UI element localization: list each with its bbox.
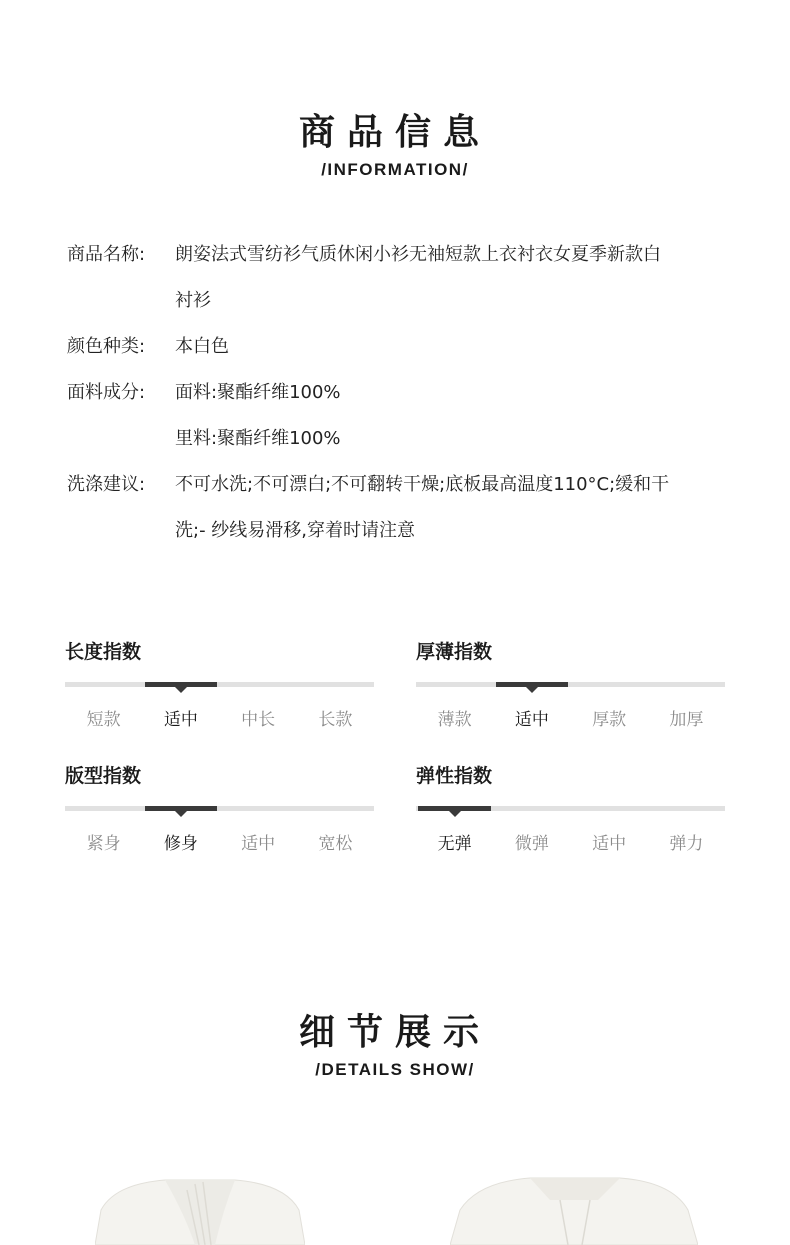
- index-options: [65, 705, 374, 730]
- info-value-line: 洗;- 纱线易滑移,穿着时请注意: [175, 520, 416, 541]
- index-option: 薄款: [437, 710, 472, 730]
- index-option: 加厚: [669, 710, 704, 730]
- index-options: [416, 705, 725, 730]
- index-options: [65, 829, 374, 854]
- index-indicator: [145, 682, 218, 687]
- index-indicator: [418, 806, 491, 811]
- index-option: 微弹: [514, 834, 549, 854]
- detail-photo-left: [95, 1170, 305, 1245]
- info-value-line: 衬衫: [175, 290, 211, 311]
- length-index: [65, 640, 374, 730]
- details-section-subtitle: /DETAILS SHOW/: [315, 1060, 475, 1079]
- index-bar: [416, 806, 725, 811]
- info-section-subtitle: /INFORMATION/: [321, 160, 469, 179]
- index-option: 修身: [163, 834, 198, 854]
- thickness-index: [416, 640, 725, 730]
- info-label: 颜色种类:: [67, 336, 146, 357]
- info-row: [67, 324, 747, 370]
- info-value-line: 里料:聚酯纤维100%: [175, 428, 341, 449]
- info-label: 商品名称:: [67, 244, 146, 265]
- detail-photo-right: [450, 1170, 698, 1245]
- info-value-line: 本白色: [175, 336, 229, 357]
- index-indicator: [496, 682, 569, 687]
- index-title: 厚薄指数: [416, 641, 493, 663]
- index-bar: [416, 682, 725, 687]
- info-value-line: 不可水洗;不可漂白;不可翻转干燥;底板最高温度110°C;缓和干: [175, 474, 670, 495]
- index-title: 版型指数: [65, 765, 142, 787]
- info-row: [67, 232, 747, 324]
- index-option: 长款: [318, 710, 353, 730]
- info-label: 面料成分:: [67, 382, 146, 403]
- index-option: 紧身: [86, 834, 121, 854]
- info-row: [67, 462, 747, 554]
- fit-index: [65, 764, 374, 854]
- info-value-line: 朗姿法式雪纺衫气质休闲小衫无袖短款上衣衬衣女夏季新款白: [175, 244, 661, 265]
- info-values: [175, 462, 747, 554]
- elasticity-index: [416, 764, 725, 854]
- index-option: 适中: [514, 710, 549, 730]
- index-bar: [65, 806, 374, 811]
- index-bar: [65, 682, 374, 687]
- index-title: 弹性指数: [416, 765, 493, 787]
- index-option: 宽松: [318, 834, 353, 854]
- index-option: 无弹: [437, 834, 472, 854]
- index-option: 短款: [86, 710, 121, 730]
- index-options: [416, 829, 725, 854]
- info-label: 洗涤建议:: [67, 474, 146, 495]
- index-option: 弹力: [669, 834, 704, 854]
- index-option: 厚款: [592, 710, 627, 730]
- info-values: [175, 324, 747, 370]
- info-values: [175, 232, 747, 324]
- info-section-title: 商品信息: [298, 112, 491, 153]
- index-option: 中长: [241, 710, 276, 730]
- index-title: 长度指数: [65, 641, 142, 663]
- index-option: 适中: [592, 834, 627, 854]
- info-value-line: 面料:聚酯纤维100%: [175, 382, 341, 403]
- info-row: [67, 370, 747, 462]
- details-section-title: 细节展示: [298, 1012, 491, 1053]
- index-indicator: [145, 806, 218, 811]
- index-option: 适中: [241, 834, 276, 854]
- info-values: [175, 370, 747, 462]
- index-option: 适中: [163, 710, 198, 730]
- product-info-list: [67, 232, 747, 554]
